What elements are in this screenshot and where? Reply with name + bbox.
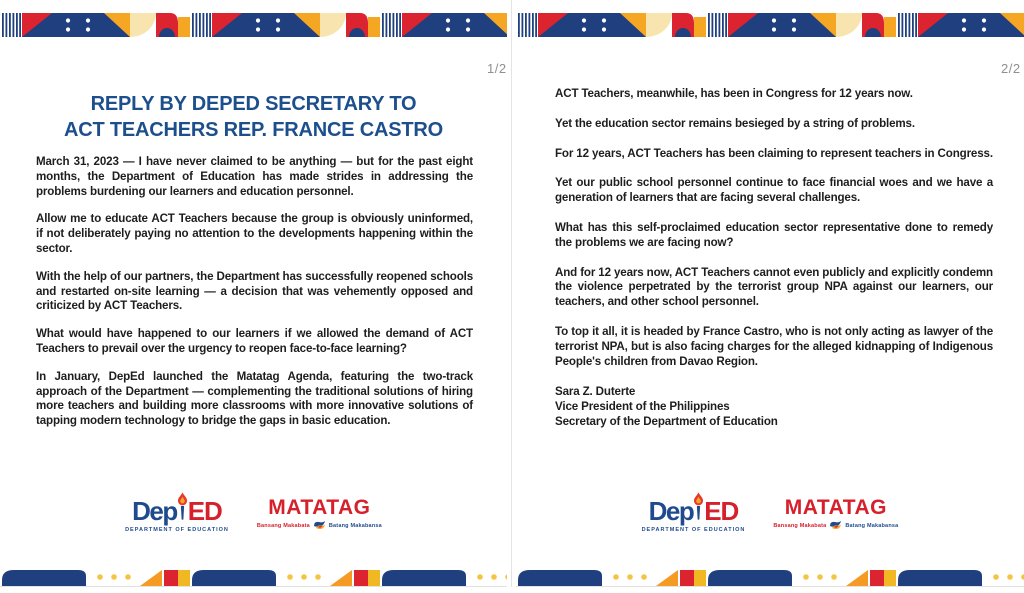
matatag-tagline-left: Bansang Makabata (256, 523, 310, 529)
matatag-tagline (773, 520, 898, 532)
signature-role-1: Vice President of the Philippines (555, 400, 730, 414)
matatag-tagline-right: Batang Makabansa (328, 523, 382, 529)
statement-paragraph: And for 12 years now, ACT Teachers cannot even publicly and explicitly condemn the violence perpetrated by the terrorist group NPA against our learners, our teachers, and other school personnel. (555, 265, 993, 309)
torch-icon (692, 489, 705, 528)
matatag-wordmark: MATATAG (784, 496, 887, 519)
page-divider (511, 0, 512, 587)
statement-paragraph: What would have happened to our learners if we allowed the demand of ACT Teachers to prevail over the urgency to reopen face-to-face learning? (36, 327, 473, 355)
matatag-logo (773, 497, 898, 532)
statement-paragraph: Allow me to educate ACT Teachers because the group is obviously uninformed, if not deliberately paying no attention to the developments happening within the sector. (36, 212, 473, 255)
page-number: 1/2 (487, 61, 507, 76)
matatag-tagline (257, 520, 382, 532)
statement-paragraph: To top it all, it is headed by France Castro, who is not only acting as lawyer of the terrorist NPA, but is also facing charges for the alleged kidnapping of Indigenous People's children from Davao Region. (555, 324, 993, 368)
deped-logo (125, 496, 229, 533)
statement-title (0, 91, 507, 143)
deped-wordmark: Dep ED (132, 496, 222, 526)
statement-title-line-2: ACT TEACHERS REP. FRANCE CASTRO (63, 119, 443, 141)
statement-paragraph: March 31, 2023 — I have never claimed to be anything — but for the past eight months, the Department of Education has made strides in addressing the problems burdening our learners and education personnel. (36, 155, 473, 198)
matatag-logo (257, 497, 382, 532)
matatag-emblem-icon (313, 520, 326, 532)
signature-name: Sara Z. Duterte (555, 385, 636, 399)
bottom-border-pattern (516, 566, 1024, 586)
statement-paragraph: In January, DepEd launched the Matatag Agenda, featuring the two-track approach of the Department — complementing the traditional solutions of hiring more teachers and building more classrooms with more innovative solutions of tapping modern technology to bridge the gaps in basic education. (36, 369, 473, 428)
logos-row (516, 496, 1024, 533)
top-border-pattern (0, 13, 507, 37)
page-1[interactable] (0, 0, 507, 587)
statement-body (36, 155, 473, 442)
page-2[interactable] (516, 0, 1024, 587)
deped-subtitle: DEPARTMENT OF EDUCATION (641, 527, 746, 533)
statement-paragraph: For 12 years, ACT Teachers has been claiming to represent teachers in Congress. (555, 146, 993, 160)
statement-paragraph: Yet the education sector remains besieged by a string of problems. (555, 116, 915, 130)
page-number: 2/2 (1001, 61, 1021, 76)
matatag-tagline-right: Batang Makabansa (845, 523, 899, 529)
torch-icon (176, 489, 189, 528)
statement-title-line-1: REPLY BY DEPED SECRETARY TO (90, 93, 417, 115)
logos-row (0, 496, 507, 533)
bottom-border-pattern (0, 566, 507, 586)
deped-logo (642, 496, 746, 533)
statement-body (555, 87, 993, 429)
statement-paragraph: ACT Teachers, meanwhile, has been in Congress for 12 years now. (555, 87, 913, 100)
deped-wordmark: Dep ED (649, 496, 739, 526)
statement-paragraph: What has this self-proclaimed education sector representative done to remedy the problems we are facing now? (555, 220, 993, 249)
signature-role-2: Secretary of the Department of Education (555, 415, 778, 429)
deped-subtitle: DEPARTMENT OF EDUCATION (125, 527, 229, 533)
matatag-emblem-icon (829, 520, 842, 532)
statement-paragraph: Yet our public school personnel continue to face financial woes and we have a generation of learners that are facing several challenges. (555, 176, 993, 205)
signature-block (555, 384, 993, 429)
matatag-wordmark: MATATAG (268, 496, 371, 519)
matatag-tagline-left: Bansang Makabata (773, 523, 827, 529)
statement-paragraph: With the help of our partners, the Department has successfully reopened schools and restarted on-site learning — a decision that was vehemently opposed and criticized by ACT Teachers. (36, 269, 473, 313)
top-border-pattern (516, 13, 1024, 37)
